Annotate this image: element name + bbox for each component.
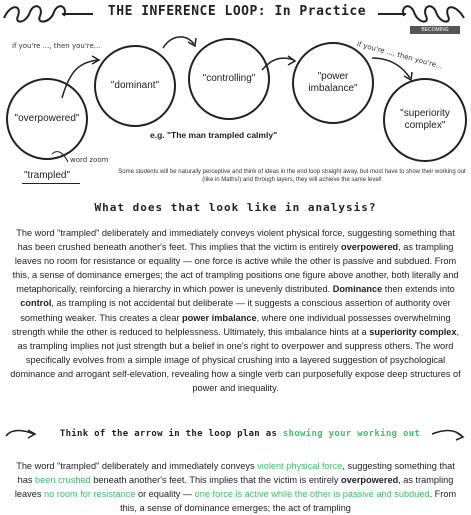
loop-note-right: if you're ..., then you're... [355, 40, 444, 71]
analysis-paragraph: The word "trampled" deliberately and immediately conveys violent physical force, suggesting something that has been crushed beneath another's feet. This implies that the victim is entirely overpowered, as trampling leaves no room for resistance or equality — one force is active while the other is passive and subdued. From this, a sense of dominance emerges; the act of trampling positions one figure above another, both literally and metaphorically, reinforcing a hierarchy in which power is unevenly distributed. Dominance then extends into control, as trampling is not accidental but deliberate — it suggests a conscious assertion of authority over something weaker. This creates a clear power imbalance, where one individual possesses overwhelming strength while the other is reduced to helplessness. Ultimately, this imbalance hints at a superiority complex, as trampling implies not just strength but a belief in one's right to overpower and suppress others. The word specifically evolves from a simple image of physical crushing into a layered suggestion of psychological dominance and arrogant self-elevation, revealing how a single verb can purposefully expose deep structures of power and inequality. [10, 228, 461, 394]
brand-logo: BECOMING ENGLISH [410, 26, 460, 34]
loop-node-controlling: "controlling" [188, 38, 270, 120]
loop-explanation: Some students will be naturally perceptive and think of ideas in the end loop straight away, but most have to show their working out (like in Maths!) and through layers, they will achieve the same level! [118, 169, 466, 184]
page-title: THE INFERENCE LOOP: In Practice [107, 4, 367, 19]
loop-node-dominant: "dominant" [94, 45, 176, 127]
loop-node-overpowered: "overpowered" [6, 78, 88, 160]
zoom-word-underline [22, 183, 80, 184]
working-out-heading: Think of the arrow in the loop plan as showing your working out [59, 429, 421, 439]
analysis-heading: What does that look like in analysis? [94, 201, 377, 214]
loop-node-power-imbalance: "power imbalance" [292, 42, 374, 124]
arrow-power-to-superiority [372, 58, 410, 78]
loop-node-superiority-complex: "superiority complex" [383, 78, 467, 162]
zoom-word: "trampled" [24, 170, 71, 181]
loop-note-left: if you're ..., then you're... [12, 42, 101, 50]
word-zoom-label: word zoom [70, 156, 109, 164]
loop-example: e.g. "The man trampled calmly" [150, 130, 278, 140]
working-out-paragraph: The word "trampled" deliberately and immediately conveys violent physical force, suggesting something that has been crushed beneath another's feet. This implies that the victim is entirely overpowered, as trampling leaves no room for resistance or equality — one force is active while the other is passive and subdued. From this, a sense of dominance emerges; the act of trampling [14, 461, 457, 514]
